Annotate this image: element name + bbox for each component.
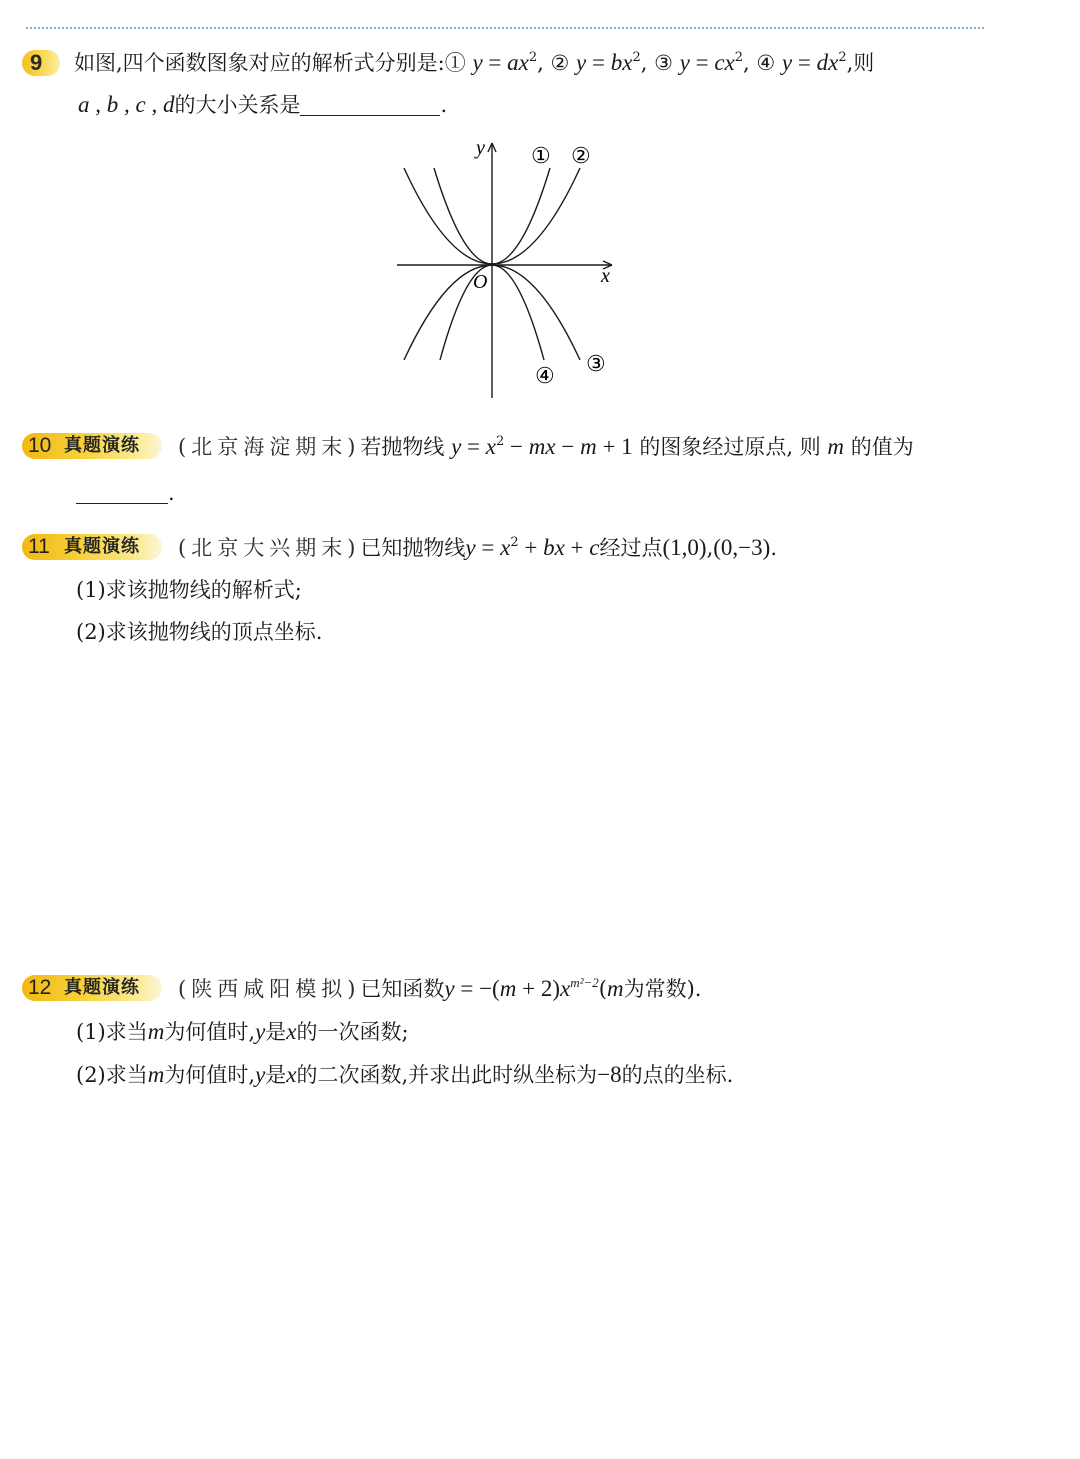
t: 的点的坐标. [621,1063,734,1087]
curve-2-label: ② [571,143,591,168]
q10-text-2: 的图象经过原点, 则 [632,435,828,459]
answer-blank[interactable] [300,93,440,116]
q10-text-3: 的值为 [844,435,914,459]
curve-4-label: ④ [535,363,555,388]
t: 为何值时, [164,1020,256,1044]
period: . [770,536,777,560]
q11-sub-1: (1)求该抛物线的解析式; [76,578,302,602]
source: (陕西咸阳模拟) [178,977,361,1001]
t: 的一次函数; [296,1020,409,1044]
var-x: x [286,1062,297,1087]
q12-f-m: m [499,976,517,1001]
q10-f-eq: = [461,434,486,459]
var-m: m [147,1062,165,1087]
x-axis-label: x [601,265,610,287]
q10-f-exp: 2 [496,434,505,449]
q10-f-y: y [451,434,462,459]
curve-1-label: ① [531,143,551,168]
q11-sub-2: (2)求该抛物线的顶点坐标. [76,620,323,644]
question-11-line-1 [178,533,777,563]
period: . [168,481,175,505]
circle-1: ① [444,51,466,75]
q12-f-x: x [559,976,571,1001]
question-11-badge [22,534,162,560]
t: (2)求当 [76,1063,148,1087]
var-y: y [255,1019,266,1044]
formula-4-rhs: dx [816,50,839,75]
q9-relation-text: 的大小关系是 [174,93,301,117]
q11-f-exp: 2 [510,535,519,550]
question-9-line-2 [78,90,447,120]
question-number: 10 [28,434,52,457]
top-dotted-divider [26,27,984,29]
q10-f-minus2: − [555,434,581,459]
q11-f-bx: bx [543,535,565,560]
t: 是 [265,1020,287,1044]
formula-1-eq: = [482,50,508,75]
circle-2: ② [550,51,570,75]
q12-f-exp: m²−2 [570,975,599,990]
q11-text-1: 已知抛物线 [360,536,466,560]
var-m: m [147,1019,165,1044]
question-10-badge [22,433,162,459]
source: (北京大兴期末) [178,536,361,560]
t: 的二次函数,并求出此时纵坐标为 [296,1063,598,1087]
formula-3-y: y [679,50,690,75]
q10-text-1: 若抛物线 [360,435,445,459]
q12-f-plus2: + 2) [516,976,560,1001]
t: 是 [265,1063,287,1087]
q11-f-y: y [465,535,476,560]
q10-f-m: m [580,434,597,459]
origin-label: O [473,271,488,293]
curve-3-label: ③ [586,351,606,376]
value: −8 [597,1062,622,1087]
q12-text-1: 已知函数 [360,977,445,1001]
period: . [440,93,448,117]
formula-1-y: y [472,50,483,75]
q12-paren: ( [598,977,607,1001]
q10-f-mx: mx [528,434,556,459]
formula-2-exp: 2 [632,50,641,65]
sep: , [640,51,648,75]
t: 为何值时, [164,1063,256,1087]
q10-f-x: x [485,434,496,459]
formula-3-exp: 2 [734,50,744,65]
q11-f-x: x [500,535,511,560]
formula-2-eq: = [586,50,611,75]
q10-var: m [827,434,845,459]
formula-1-rhs: ax [507,50,529,75]
q11-f-plus2: + [564,535,590,560]
q9-vars: a , b , c , d [78,92,175,117]
question-number: 12 [28,976,52,999]
sep: , [743,51,750,75]
question-10-line-1 [178,432,914,462]
formula-3-rhs: cx [714,50,735,75]
t: (1)求当 [76,1020,148,1044]
var-x: x [286,1019,297,1044]
sep: , [537,51,544,75]
q10-f-plus1: + 1 [596,434,633,459]
q11-f-c: c [589,535,600,560]
formula-3-eq: = [689,50,715,75]
q12-constant-note: 为常数). [623,977,702,1001]
q12-f-y: y [444,976,455,1001]
q12-sub-1 [76,1017,409,1047]
exam-practice-tag: 真题演练 [64,435,140,456]
q9-intro: 如图,四个函数图象对应的解析式分别是: [74,51,445,75]
question-12-line-1 [178,974,701,1004]
y-axis-label: y [476,137,485,159]
question-12-badge [22,975,162,1001]
source: (北京海淀期末) [178,435,361,459]
q12-sub-2 [76,1060,733,1090]
q12-var: m [606,976,624,1001]
exam-practice-tag: 真题演练 [64,536,140,557]
q11-text-2: 经过点 [599,536,663,560]
sep: , [706,536,714,560]
q11-f-eq: = [475,535,501,560]
point-1: (1,0) [662,535,707,560]
formula-2-y: y [576,50,587,75]
q10-f-minus: − [504,434,529,459]
q9-tail: ,则 [846,51,875,75]
exam-practice-tag: 真题演练 [64,977,140,998]
formula-4-exp: 2 [838,50,847,65]
point-2: (0,−3) [713,535,771,560]
formula-4-eq: = [792,50,817,75]
circle-3: ③ [654,51,673,75]
question-9-badge [22,50,60,76]
parabola-figure [390,135,630,405]
q11-f-plus: + [518,535,544,560]
answer-blank[interactable] [76,481,168,504]
q12-f-eq: = −( [454,976,500,1001]
formula-4-y: y [781,50,793,75]
question-10-line-2 [76,478,175,508]
question-9-line-1 [74,48,874,78]
formula-1-exp: 2 [528,50,538,65]
question-number: 9 [30,50,43,75]
var-y: y [255,1062,266,1087]
circle-4: ④ [756,51,776,75]
question-number: 11 [28,535,50,558]
formula-2-rhs: bx [610,50,633,75]
